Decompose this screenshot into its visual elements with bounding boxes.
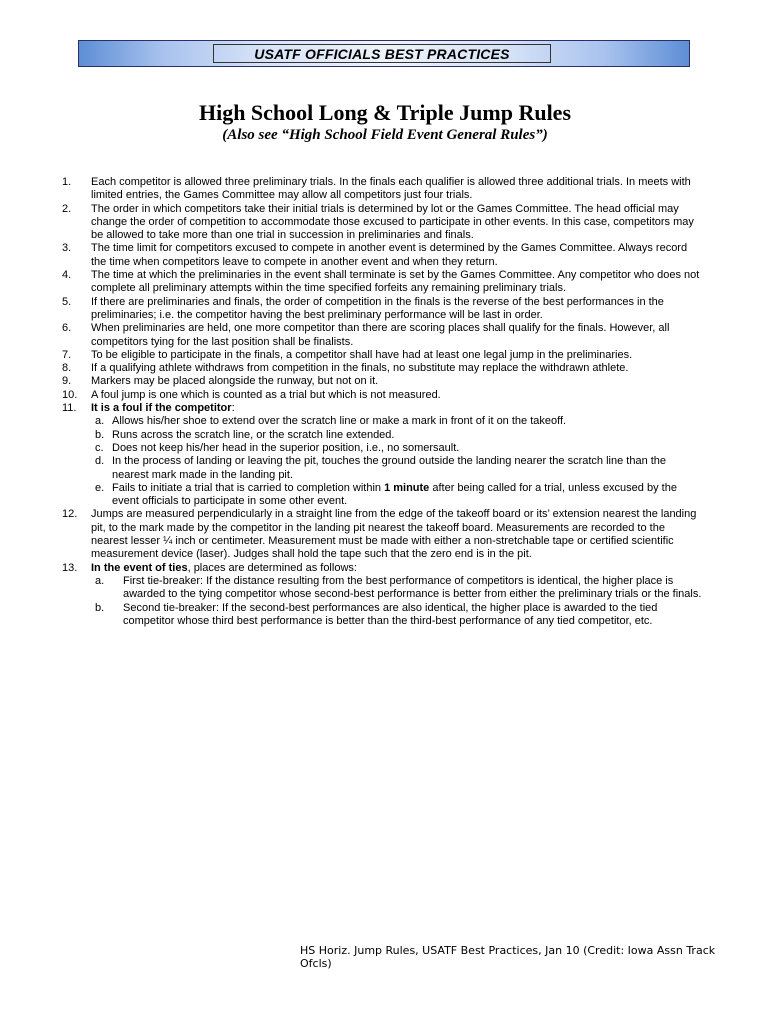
rule-number: 4. (62, 269, 72, 282)
sub-marker: e. (95, 481, 105, 494)
rule-text: Jumps are measured perpendicularly in a straight line from the edge of the takeoff board or its’ extension nearest the landing pit, to the mark made by the competitor in the landing pit nearest the takeoff board. Measurements are recorded to the nearest lesser ¼ inch or centimeter. Measurement must be made with either a non-stretchable tape or certified scientific measurement device (laser). Judges shall hold the tape such that the zero end is in the pit. (91, 508, 697, 561)
sub-text-pre: Fails to initiate a trial that is carried to completion within (112, 481, 385, 494)
rule-item (62, 508, 702, 561)
sub-marker: b. (95, 601, 105, 614)
sub-text: Does not keep his/her head in the superior position, i.e., no somersault. (112, 441, 460, 454)
sub-text: Runs across the scratch line, or the scratch line extended. (112, 428, 395, 441)
rule-item (62, 402, 702, 508)
header-banner (78, 40, 690, 67)
rule-item (62, 203, 702, 243)
page-footer: HS Horiz. Jump Rules, USATF Best Practices, Jan 10 (Credit: Iowa Assn Track Ofcls) (300, 944, 716, 970)
sub-item (91, 415, 702, 428)
sub-text: Second tie-breaker: If the second-best performances are also identical, the higher place is awarded to the tied competitor whose third best performance is better than the third-best performance of any tied competitor, etc. (123, 601, 658, 627)
rule-item (62, 242, 702, 269)
rule-text: The time limit for competitors excused to compete in another event is determined by the Games Committee. Always record the time when competitors leave to compete in another event and when they return. (91, 242, 688, 268)
sub-marker: a. (95, 574, 105, 587)
rule-item (62, 322, 702, 349)
sub-item (91, 575, 702, 602)
rule-item (62, 389, 702, 402)
sub-item (91, 442, 702, 455)
rule-text: When preliminaries are held, one more competitor than there are scoring places shall qualify for the finals. However, all competitors tying for the last position shall be finalists. (91, 322, 670, 348)
sub-item (91, 429, 702, 442)
banner-label: USATF OFFICIALS BEST PRACTICES (213, 44, 551, 63)
rule-item (62, 269, 702, 296)
sub-text: Allows his/her shoe to extend over the scratch line or make a mark in front of it on the takeoff. (112, 415, 567, 428)
rule-number: 10. (62, 388, 78, 401)
rule-text: The time at which the preliminaries in the event shall terminate is set by the Games Committee. Any competitor who does not complete all preliminary attempts within the time specified forfeits any remaining preliminary trials. (91, 269, 700, 295)
foul-list (91, 415, 702, 508)
sub-item (91, 602, 702, 629)
rule-text (91, 402, 702, 415)
rule-number: 13. (62, 561, 78, 574)
rule-text: If there are preliminaries and finals, the order of competition in the finals is the reverse of the best performances in the preliminaries; i.e. the competitor having the best preliminary performance will be last in order. (91, 295, 664, 321)
rule-item (62, 375, 702, 388)
rule-number: 7. (62, 348, 72, 361)
rule-number: 5. (62, 295, 72, 308)
rule-item (62, 176, 702, 203)
sub-marker: d. (95, 455, 105, 468)
sub-text: In the process of landing or leaving the pit, touches the ground outside the landing nearer the scratch line than the nearest mark made in the landing pit. (112, 455, 667, 481)
rule-item (62, 349, 702, 362)
rule-tail: : (231, 402, 235, 415)
rule-number: 12. (62, 508, 78, 521)
sub-marker: a. (95, 415, 105, 428)
rule-text: A foul jump is one which is counted as a trial but which is not measured. (91, 388, 441, 401)
rule-tail: , places are determined as follows: (187, 561, 357, 574)
sub-text (112, 482, 702, 509)
rule-text: Each competitor is allowed three preliminary trials. In the finals each qualifier is allowed three additional trials. In meets with limited entries, the Games Committee may allow all competitors just four trials. (91, 176, 691, 202)
rule-number: 2. (62, 202, 72, 215)
rule-number: 3. (62, 242, 72, 255)
rule-text: If a qualifying athlete withdraws from competition in the finals, no substitute may replace the withdrawn athlete. (91, 362, 629, 375)
page-title: High School Long & Triple Jump Rules (198, 100, 572, 125)
sub-text: First tie-breaker: If the distance resulting from the best performance of competitors is identical, the higher place is awarded to the tying competitor whose second-best performance is better from either the preliminary trials or the finals. (123, 574, 702, 601)
rule-body (91, 562, 702, 628)
tie-breaker-list (91, 575, 702, 628)
rule-number: 11. (62, 402, 77, 415)
rule-text: To be eligible to participate in the finals, a competitor shall have had at least one legal jump in the preliminaries. (91, 348, 633, 361)
sub-item (91, 455, 702, 482)
page-subtitle: (Also see “High School Field Event General Rules”) (222, 127, 548, 143)
sub-marker: b. (95, 428, 105, 441)
rule-number: 9. (62, 375, 72, 388)
rule-item (62, 562, 702, 628)
rule-lead: It is a foul if the competitor (91, 402, 232, 415)
rule-text (91, 562, 702, 575)
sub-marker: c. (95, 441, 104, 454)
rule-text: Markers may be placed alongside the runway, but not on it. (91, 375, 379, 388)
sub-item (91, 482, 702, 509)
sub-text-post: after being called for a trial, unless excused by the event officials to participate in some other event. (112, 481, 677, 508)
rule-body (91, 402, 702, 508)
rule-item (62, 362, 702, 375)
rule-number: 6. (62, 322, 72, 335)
rule-number: 8. (62, 362, 72, 375)
rules-list (62, 176, 702, 628)
sub-text-bold: 1 minute (384, 481, 430, 494)
rule-text: The order in which competitors take their initial trials is determined by lot or the Games Committee. The head official may change the order of competition to accommodate those excused to participate in other events. In this case, competitors may be allowed to take more than one trial in succession in preliminaries and finals. (91, 202, 694, 242)
rule-lead: In the event of ties (91, 561, 188, 574)
rule-number: 1. (62, 176, 72, 188)
rule-item (62, 296, 702, 323)
